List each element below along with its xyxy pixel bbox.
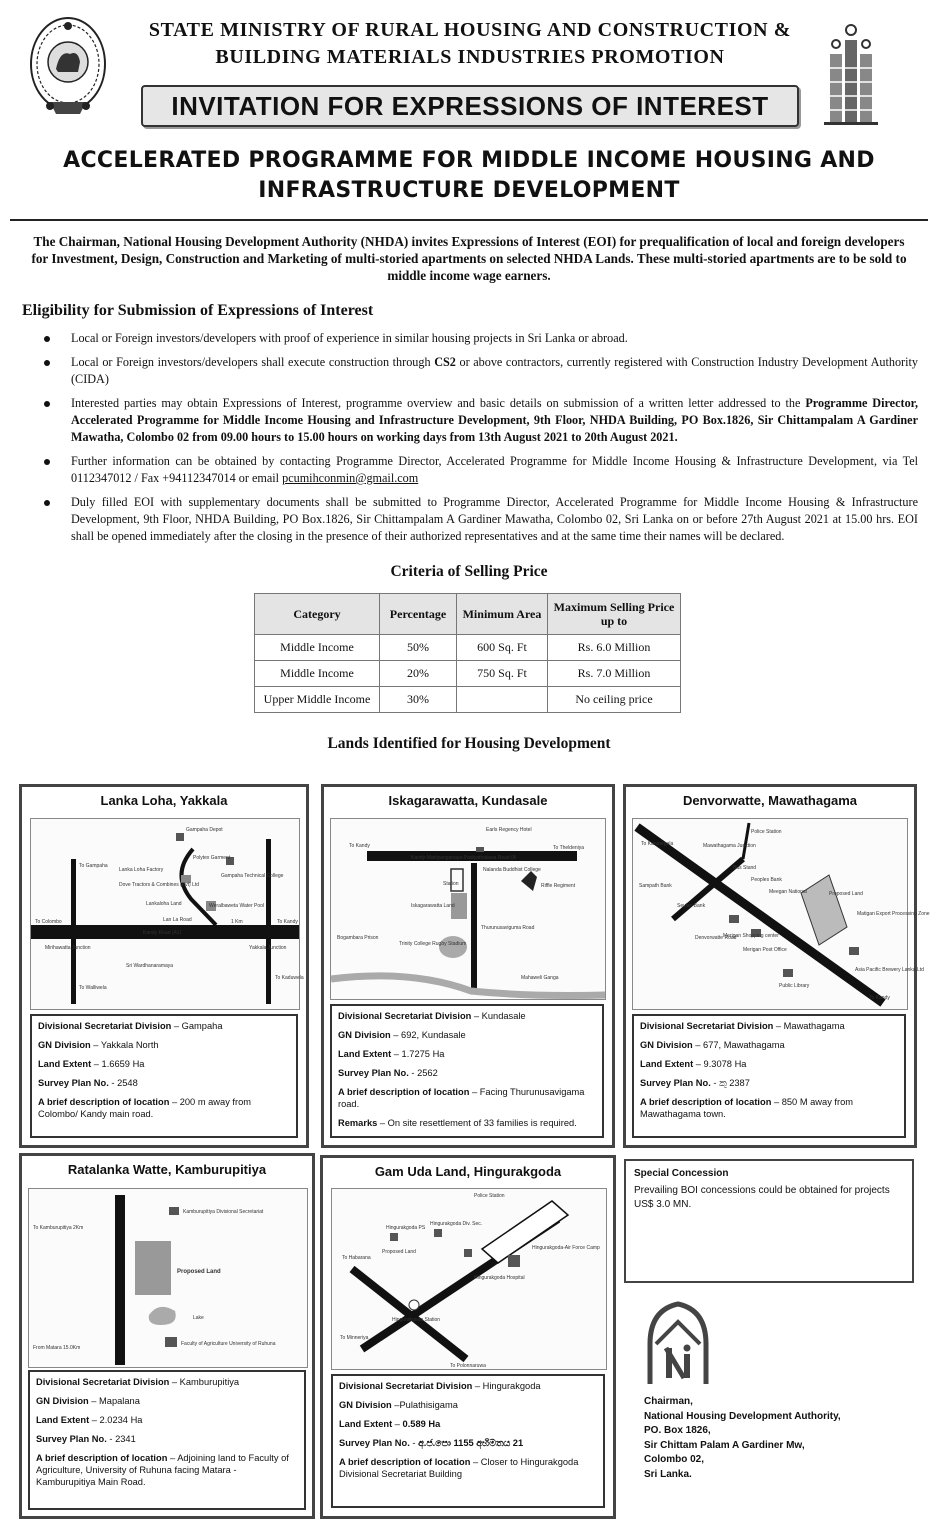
special-concession-text: Prevailing BOI concessions could be obtained for projects US$ 3.0 MN.: [634, 1185, 890, 1210]
map-label: Polytex Garment: [193, 855, 231, 861]
government-emblem: [28, 14, 108, 122]
map-label: Station: [443, 881, 459, 887]
map-label: To Colombo: [35, 919, 62, 925]
programme-title-line2: INFRASTRUCTURE DEVELOPMENT: [258, 178, 680, 203]
map-label: Sri Wardhanaramaya: [126, 963, 174, 969]
location-map-yakkala: [30, 818, 304, 1010]
bullet-icon: [44, 459, 50, 465]
map-label: To Kandy: [869, 995, 890, 1001]
map-label: Merigan Shopping center: [723, 933, 779, 939]
map-label: Kamburupitiya Divisional Secretariat: [183, 1209, 264, 1215]
map-label: Bogambara Prison: [337, 935, 379, 941]
map-label: Lankaloha Land: [146, 901, 182, 907]
map-label: 1 Km: [231, 919, 243, 925]
map-label: Trinity College Rugby Stadium: [399, 941, 467, 947]
column-header: Maximum Selling Price up to: [548, 594, 681, 635]
eligibility-item: Local or Foreign investors/developers with proof of experience in similar housing projects in Sri Lanka or abroad.: [22, 330, 918, 347]
bullet-icon: [44, 401, 50, 407]
lands-heading: Lands Identified for Housing Development: [327, 735, 611, 752]
column-header: Percentage: [380, 594, 457, 635]
map-label: Gampaha Depot: [186, 827, 223, 833]
table-header-row: [255, 594, 681, 635]
bullet-icon: [44, 336, 50, 342]
land-details-mawathagama: Divisional Secretariat Division – Mawathagama GN Division – 677, Mawathagama Land Extent – 9.3078 Ha Survey Plan No. - කු 2387 A brief description of location – 850 M away from Mawathagama town.: [632, 1014, 906, 1138]
criteria-heading: Criteria of Selling Price: [390, 563, 548, 580]
programme-title-line1: ACCELERATED PROGRAMME FOR MIDDLE INCOME HOUSING AND: [63, 148, 875, 173]
map-label: Hingurakgoda-Air Force Camp: [532, 1245, 600, 1251]
map-label: Earls Regency Hotel: [486, 827, 532, 833]
land-title: Lanka Loha, Yakkala: [100, 793, 228, 808]
map-label: Thurunusaviguma Road: [481, 925, 535, 931]
land-card-yakkala: [19, 784, 309, 1148]
map-label: Merigan Post Office: [743, 947, 787, 953]
map-label: Faculty of Agriculture University of Ruhuna: [181, 1341, 276, 1347]
map-label: Proposed Land: [382, 1249, 416, 1255]
eligibility-heading: Eligibility for Submission of Expressions of Interest: [22, 302, 374, 319]
map-label: Hingurakgoda PS: [386, 1225, 426, 1231]
map-label: Hingurakgoda Hospital: [474, 1275, 525, 1281]
map-label: Kandy Road (A1): [143, 930, 182, 936]
map-label: To Kurunegala: [641, 841, 674, 847]
eligibility-list: [22, 330, 918, 552]
land-card-hingurakgoda: [320, 1155, 616, 1519]
map-label: To Theldeniya: [553, 845, 585, 851]
special-concession-heading: Special Concession: [634, 1168, 729, 1179]
map-label: Denvorwatte Road: [695, 935, 737, 941]
eligibility-item: Further information can be obtained by contacting Programme Director, Accelerated Programme for Middle Income Housing & Infrastructure Development, via Tel 0112347012 / Fax +94112347014 or email pcumihconmin@gmail.com: [22, 453, 918, 487]
table-row: Middle Income 50% 600 Sq. Ft Rs. 6.0 Million: [255, 635, 681, 661]
location-map-kamburupitiya: [28, 1188, 308, 1368]
map-label: Public Library: [779, 983, 810, 989]
table-row: Upper Middle Income 30% No ceiling price: [255, 687, 681, 713]
ministry-name-line1: STATE MINISTRY OF RURAL HOUSING AND CONSTRUCTION &: [148, 19, 792, 41]
map-label: Matigan Export Processing Zone: [857, 911, 930, 917]
map-label: Sampath Bank: [639, 883, 672, 889]
eligibility-item: Interested parties may obtain Expressions of Interest, programme overview and basic details on submission of a written letter addressed to the Programme Director, Accelerated Programme for Middle Income Housing and Infrastructure Development, 9th Floor, NHDA Building, PO Box.1826, Sir Chittampalam A Gardiner Mawatha, Colombo 02 from 09.00 hours to 15.00 hours on working days from 13th August 2021 to 20th August 2021.: [22, 395, 918, 446]
header-divider: [10, 219, 928, 221]
map-label: To Habarana: [342, 1255, 371, 1261]
map-label: Asia Pacific Brewery Lanka Ltd: [855, 967, 924, 973]
land-title: Iskagarawatta, Kundasale: [388, 793, 548, 808]
signature-block: Chairman, National Housing Development Authority, PO. Box 1826, Sir Chittam Palam A Gardiner Mw, Colombo 02, Sri Lanka.: [644, 1396, 841, 1480]
map-label: Mirihawatta Junction: [45, 945, 91, 951]
map-label: Hingurakgoda Div. Sec.: [430, 1221, 483, 1227]
map-label: Seylan Bank: [677, 903, 706, 909]
special-concession-box: [624, 1159, 914, 1283]
map-label: Bus Stand: [733, 865, 757, 871]
map-label: To Walliwela: [79, 985, 107, 991]
map-label: Weralbaweta Water Pool: [209, 903, 265, 909]
map-label: Lake: [193, 1315, 204, 1321]
programme-title: [40, 146, 898, 206]
map-label: Peoples Bank: [751, 877, 782, 883]
map-label: To Gampaha: [79, 863, 108, 869]
map-label: Kandy-Mahiyanganaya-Padiyathalawa Road (A: [411, 855, 517, 861]
location-map-kundasale: [330, 818, 606, 1000]
map-label: To Minneriya: [340, 1335, 369, 1341]
map-label: Riffle Regiment: [541, 883, 576, 889]
map-label: Lan La Road: [163, 917, 192, 923]
land-title: Ratalanka Watte, Kamburupitiya: [67, 1162, 267, 1177]
map-label: Proposed Land: [829, 891, 863, 897]
eligibility-item: Duly filled EOI with supplementary documents shall be submitted to Programme Director, Accelerated Programme for Middle Income Housing & Infrastructure Development, 9th Floor, NHDA Building, PO Box.1826, Sir Chittampalam A Gardiner Mawatha, Colombo 02, Sri Lanka on or before 27th August 2021 at 15.00 hrs. EOI shall be opened immediately after the closing in the presence of their authorized representatives and at the same time their names will be declared.: [22, 494, 918, 545]
intro-paragraph: The Chairman, National Housing Development Authority (NHDA) invites Expressions of Interest (EOI) for prequalification of local and foreign developers for Investment, Design, Construction and Marketing of multi-storied apartments on selected NHDA Lands. These multi-storied apartments are to be sold to middle income wage earners.: [31, 234, 907, 283]
location-map-mawathagama: [632, 818, 930, 1010]
land-card-mawathagama: [623, 784, 930, 1148]
column-header: Minimum Area: [457, 594, 548, 635]
map-label: Proposed Land: [177, 1269, 221, 1275]
nhda-building-logo: [818, 22, 884, 126]
map-label: Iskagarawatta Land: [411, 903, 455, 909]
map-label: Hingurakgoda Station: [392, 1317, 441, 1323]
table-row: Middle Income 20% 750 Sq. Ft Rs. 7.0 Million: [255, 661, 681, 687]
map-label: Yakkala Junction: [249, 945, 287, 951]
eligibility-item: Local or Foreign investors/developers shall execute construction through CS2 or above contractors, currently registered with Construction Industry Development Authority (CIDA): [22, 354, 918, 388]
map-label: To Kandy: [349, 843, 370, 849]
land-details-kamburupitiya: Divisional Secretariat Division – Kamburupitiya GN Division – Mapalana Land Extent – 2.0234 Ha Survey Plan No. - 2341 A brief description of location – Adjoining land to Faculty of Agriculture, University of Ruhuna facing Matara - Kamburupitiya Main Road.: [28, 1370, 306, 1510]
map-label: Police Station: [474, 1193, 505, 1199]
map-label: To Kamburupitiya 2Km: [33, 1225, 84, 1231]
selling-price-table: [254, 593, 681, 713]
column-header: Category: [255, 594, 380, 635]
map-label: Mawathagama Junction: [703, 843, 756, 849]
bullet-icon: [44, 500, 50, 506]
bullet-icon: [44, 360, 50, 366]
map-label: Dove Tractors & Combines (Pvt) Ltd: [119, 882, 200, 888]
land-details-kundasale: Divisional Secretariat Division – Kundasale GN Division – 692, Kundasale Land Extent – 1.7275 Ha Survey Plan No. - 2562 A brief description of location – Facing Thurunusavigama road. Remarks – On site resettlement of 33 families is required.: [330, 1004, 604, 1138]
email-link[interactable]: pcumihconmin@gmail.com: [282, 471, 419, 485]
map-label: Lanka Loha Factory: [119, 867, 164, 873]
land-card-kundasale: [321, 784, 615, 1148]
land-card-kamburupitiya: [19, 1153, 315, 1519]
location-map-hingurakgoda: [331, 1188, 607, 1370]
land-title: Denvorwatte, Mawathagama: [682, 793, 858, 808]
invitation-banner: INVITATION FOR EXPRESSIONS OF INTEREST: [141, 85, 799, 127]
map-label: Police Station: [751, 829, 782, 835]
land-details-yakkala: Divisional Secretariat Division – Gampaha GN Division – Yakkala North Land Extent – 1.6659 Ha Survey Plan No. - 2548 A brief description of location – 200 m away from Colombo/ Kandy main road.: [30, 1014, 298, 1138]
ministry-name-line2: BUILDING MATERIALS INDUSTRIES PROMOTION: [215, 46, 725, 68]
map-label: To Polonnaruwa: [450, 1363, 486, 1369]
map-label: To Kandy: [277, 919, 298, 925]
map-label: Mahaweli Ganga: [521, 975, 559, 981]
map-label: Gampaha Technical College: [221, 873, 284, 879]
map-label: Meegan National: [769, 889, 807, 895]
map-label: To Kaduwela: [275, 975, 304, 981]
map-label: Nalanda Buddhist College: [483, 867, 541, 873]
nhda-logo: [640, 1300, 716, 1386]
land-details-hingurakgoda: Divisional Secretariat Division – Hingurakgoda GN Division –Pulathisigama Land Extent – 0.589 Ha Survey Plan No. - අ.ජ.පො 1155 අභිමතය 21 A brief description of location – Closer to Hingurakgoda Divisional Secretariat Building: [331, 1374, 605, 1508]
map-label: From Matara 15.0Km: [33, 1345, 81, 1351]
land-title: Gam Uda Land, Hingurakgoda: [374, 1164, 562, 1179]
